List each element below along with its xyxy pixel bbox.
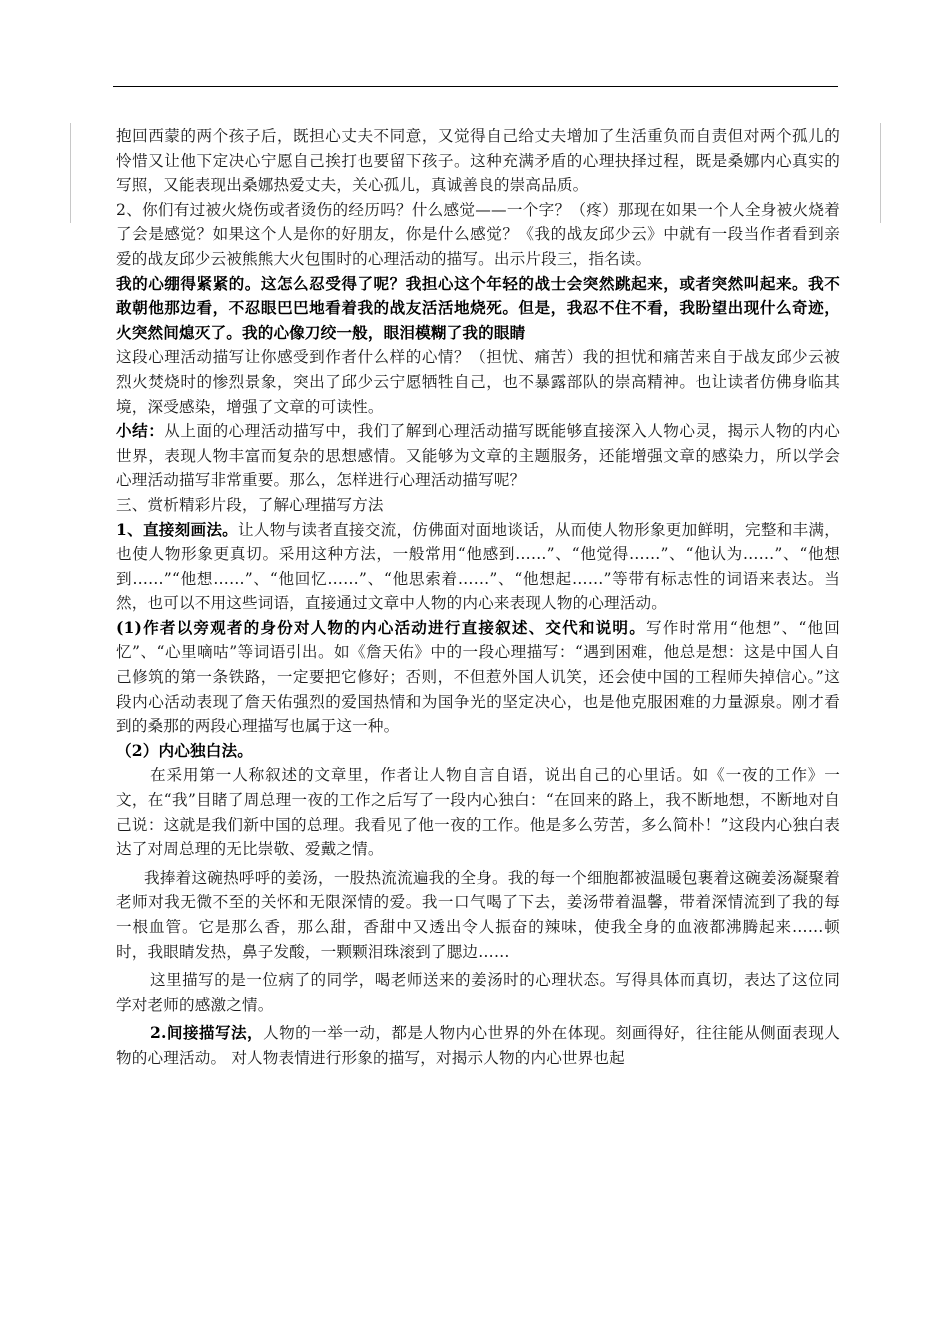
paragraph-indirect-method: [116, 1021, 840, 1070]
paragraph-ginger-soup: 我捧着这碗热呼呼的姜汤，一股热流流遍我的全身。我的每一个细胞都被温暖包裹着这碗姜汤凝聚着老师对我无微不至的关怀和无限深情的爱。我一口气喝了下去，姜汤带着温馨，带着深情流到了我的每一根血管。它是那么香，那么甜，香甜中又透出令人振奋的辣味，使我全身的血液都沸腾起来……顿时，我眼睛发热，鼻子发酸，一颗颗泪珠滚到了腮边……: [116, 868, 840, 961]
summary-text: 从上面的心理活动描写中，我们了解到心理活动描写既能够直接深入人物心灵，揭示人物的内心世界，表现人物丰富而复杂的思想感情。又能够为文章的主题服务，还能增强文章的感染力，所以学会心理活动描写非常重要。那么，怎样进行心理活动描写呢？: [116, 422, 840, 490]
paragraph-inner-monologue: 在采用第一人称叙述的文章里，作者让人物自言自语，说出自己的心里话。如《一夜的工作》一文，在“我”目睹了周总理一夜的工作之后写了一段内心独白：“在回来的路上，我不断地想，不断地对自己说：这就是我们新中国的总理。我看见了他一夜的工作。他是多么劳苦，多么简朴！”这段内心独白表达了对周总理的无比崇敬、爱戴之情。: [116, 766, 840, 859]
paragraph-ginger-analysis: 这里描写的是一位病了的同学，喝老师送来的姜汤时的心理状态。写得具体而真切，表达了这位同学对老师的感激之情。: [116, 971, 840, 1014]
header-rule: [113, 86, 838, 87]
right-margin-mark: [880, 123, 881, 223]
heading-inner-monologue: （2）内心独白法。: [116, 740, 253, 760]
section-heading-3: 三、赏析精彩片段，了解心理描写方法: [116, 495, 384, 514]
indirect-method-text: 人物的一举一动，都是人物内心世界的外在体现。刻画得好，往往能从侧面表现人物的心理活动。 对人物表情进行形象的描写，对揭示人物的内心世界也起: [116, 1024, 840, 1067]
direct-method-label: 1、直接刻画法。: [116, 519, 239, 539]
paragraph-observer-narration: [116, 616, 840, 739]
document-body: [116, 124, 840, 1071]
direct-method-text: 让人物与读者直接交流，仿佛面对面地谈话，从而使人物形象更加鲜明，完整和丰满，也使人物形象更真切。采用这种方法，一般常用“他感到……”、“他觉得……”、“他认为……”、“他想到……”“他想……”、“他回忆……”、“他思索着……”、“他想起……”等带有标志性的词语来表达。当然，也可以不用这些词语，直接通过文章中人物的内心来表现人物的心理活动。: [116, 520, 840, 613]
paragraph-summary: [116, 419, 840, 493]
paragraph-question-2: 2、你们有过被火烧伤或者烫伤的经历吗？什么感觉——一个字？（疼）那现在如果一个人全身被火烧着了会是感觉？如果这个人是你的好朋友，你是什么感觉？《我的战友邱少云》中就有一段当作者看到亲爱的战友邱少云被熊熊大火包围时的心理活动的描写。出示片段三，指名读。: [116, 200, 840, 268]
summary-label: 小结：: [116, 421, 165, 441]
paragraph-sanna-summary: 抱回西蒙的两个孩子后，既担心丈夫不同意，又觉得自己给丈夫增加了生活重负而自责但对两个孤儿的怜惜又让他下定决心宁愿自己挨打也要留下孩子。这种充满矛盾的心理抉择过程，既是桑娜内心真实的写照，又能表现出桑娜热爱丈夫，关心孤儿，真诚善良的崇高品质。: [116, 127, 840, 195]
paragraph-excerpt-analysis: 这段心理活动描写让你感受到作者什么样的心情？（担忧、痛苦）我的担忧和痛苦来自于战友邱少云被烈火焚烧时的惨烈景象，突出了邱少云宁愿牺牲自己，也不暴露部队的崇高精神。也让读者仿佛身临其境，深受感染，增强了文章的可读性。: [116, 348, 840, 416]
paragraph-direct-method: [116, 518, 840, 616]
indirect-method-label: 2.间接描写法，: [150, 1023, 264, 1043]
excerpt-qiu-shaoyun: 我的心绷得紧紧的。这怎么忍受得了呢？我担心这个年轻的战士会突然跳起来，或者突然叫起来。我不敢朝他那边看，不忍眼巴巴地看着我的战友活活地烧死。但是，我忍不住不看，我盼望出现什么奇迹，火突然间熄灭了。我的心像刀绞一般，眼泪模糊了我的眼睛: [116, 273, 840, 342]
observer-narration-text: 写作时常用“他想”、“他回忆”、“心里嘀咕”等词语引出。如《詹天佑》中的一段心理描写：“遇到困难，他总是想：这是中国人自己修筑的第一条铁路，一定要把它修好；否则，不但惹外国人讥笑，还会使中国的工程师失掉信心。”这段内心活动表现了詹天佑强烈的爱国热情和为国争光的坚定决心，也是他克服困难的力量源泉。刚才看到的桑那的两段心理描写也属于这一种。: [116, 618, 840, 736]
left-margin-mark: [70, 123, 71, 223]
observer-narration-label: (1)作者以旁观者的身份对人物的内心活动进行直接叙述、交代和说明。: [116, 617, 646, 637]
